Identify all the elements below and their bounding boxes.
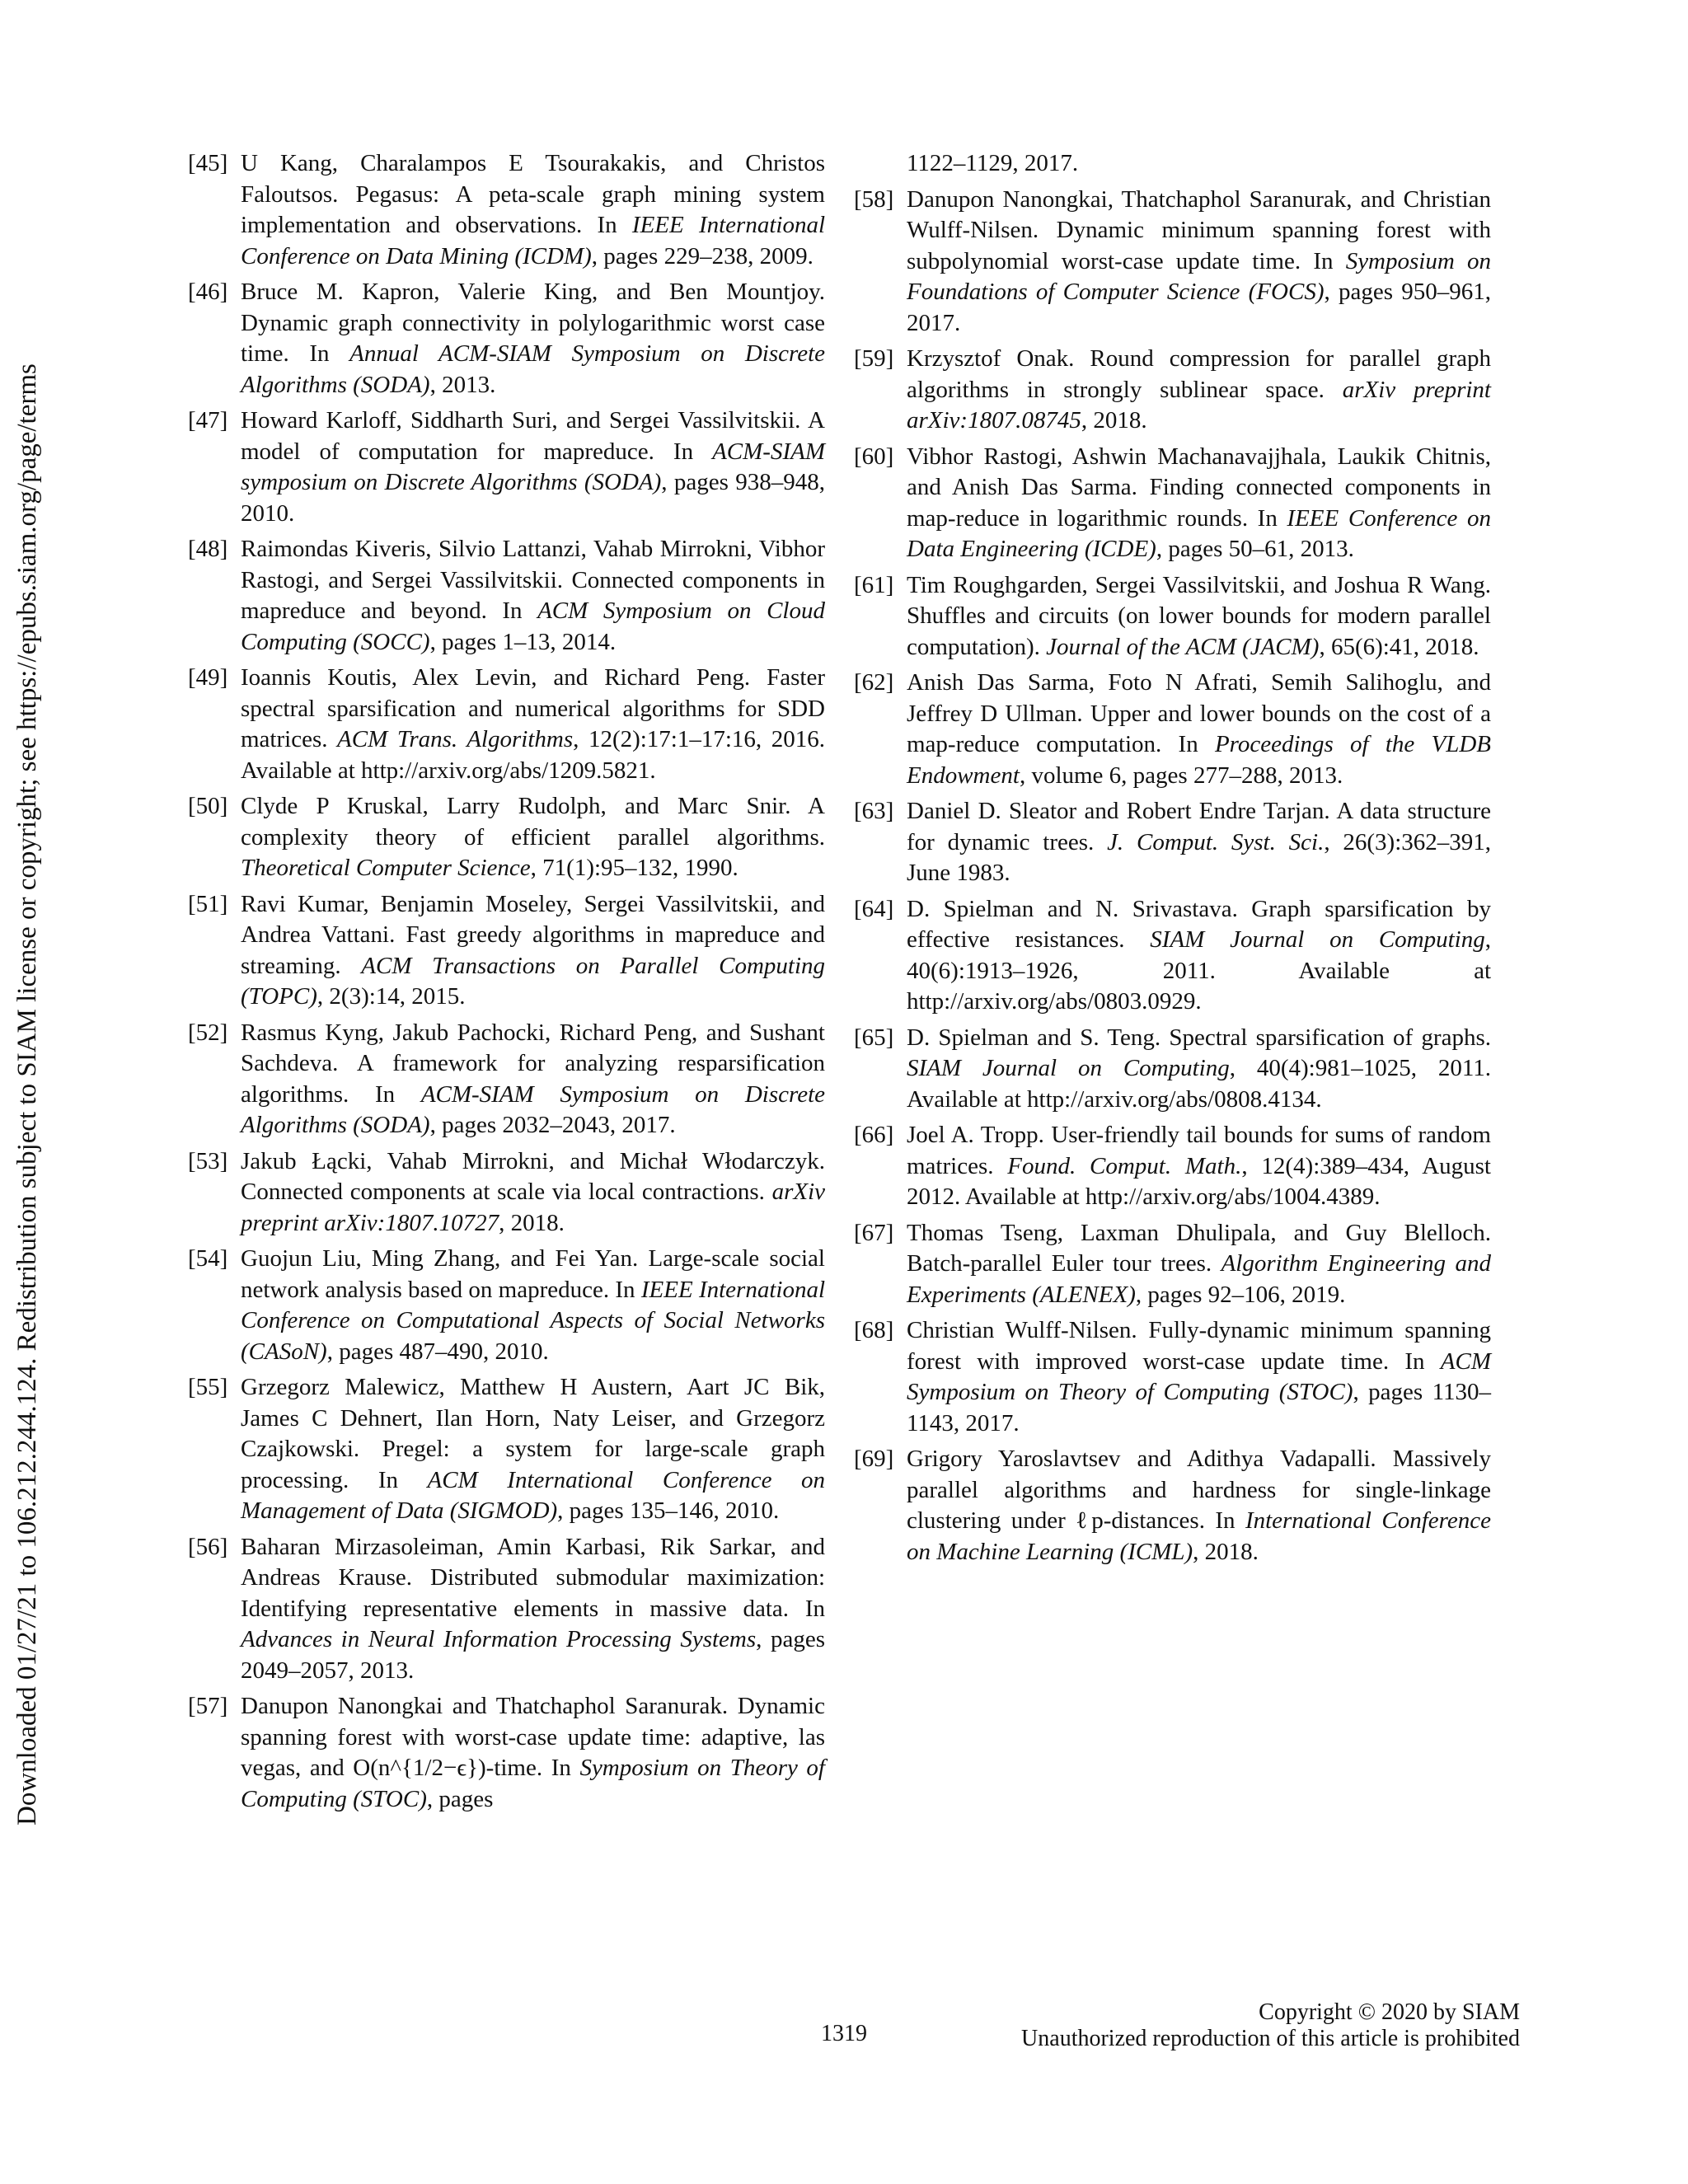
reference-number: [57] <box>188 1693 228 1719</box>
reference-details: , pages 938–948, 2010. <box>241 469 826 527</box>
reference-50 <box>188 791 825 884</box>
reference-authors-title: Vibhor Rastogi, Ashwin Machanavajjhala, Laukik Chitnis, and Anish Das Sarma. Finding connected components in map-reduce in logarithmic rounds. In <box>907 443 1491 532</box>
reference-number: [69] <box>854 1446 894 1472</box>
reference-number: [46] <box>188 279 228 305</box>
reference-venue: Found. Comput. Math. <box>1007 1152 1242 1179</box>
reference-number: [63] <box>854 798 894 824</box>
reference-59 <box>854 344 1491 437</box>
reference-64 <box>854 894 1491 1018</box>
reference-number: [50] <box>188 793 228 819</box>
reference-venue: J. Comput. Syst. Sci. <box>1107 828 1325 855</box>
reference-number: [61] <box>854 571 894 598</box>
reference-63 <box>854 796 1491 889</box>
reference-number: [65] <box>854 1024 894 1051</box>
reference-authors-title: Grigory Yaroslavtsev and Adithya Vadapalli. Massively parallel algorithms and hardness for single-linkage clustering under ℓp-distances. In <box>907 1446 1491 1534</box>
reference-details: , 12(2):17:1–17:16, 2016. Available at http://arxiv.org/abs/1209.5821. <box>241 726 825 784</box>
reference-venue: Journal of the ACM (JACM) <box>1046 633 1320 660</box>
reference-number: [48] <box>188 536 228 562</box>
reference-venue: Symposium on Theory of Computing (STOC) <box>241 1755 825 1812</box>
reference-number: [52] <box>188 1019 228 1046</box>
reference-authors-title: Ravi Kumar, Benjamin Moseley, Sergei Vassilvitskii, and Andrea Vattani. Fast greedy algorithms in mapreduce and streaming. <box>241 890 825 979</box>
reference-number: [53] <box>188 1147 228 1174</box>
reference-authors-title: Christian Wulff-Nilsen. Fully-dynamic minimum spanning forest with improved worst-case update time. In <box>907 1317 1491 1375</box>
reference-57-continuation: 1122–1129, 2017. <box>907 150 1079 176</box>
reference-venue: ACM-SIAM symposium on Discrete Algorithms (SODA) <box>241 438 825 495</box>
reference-52 <box>188 1018 825 1141</box>
reference-details: , 40(6):1913–1926, 2011. Available at http://arxiv.org/abs/0803.0929. <box>907 926 1491 1015</box>
reference-61 <box>854 570 1491 663</box>
reference-details: , 2018. <box>499 1209 565 1236</box>
reference-authors-title: Joel A. Tropp. User-friendly tail bounds for sums of random matrices. <box>907 1122 1491 1179</box>
reference-authors-title: U Kang, Charalampos E Tsourakakis, and Christos Faloutsos. Pegasus: A peta-scale graph mining system implementation and observations. In <box>241 150 825 238</box>
reference-details: , 40(4):981–1025, 2011. Available at http://arxiv.org/abs/0808.4134. <box>907 1055 1491 1113</box>
download-stamp: Downloaded 01/27/21 to 106.212.244.124. Redistribution subject to SIAM license or copyright; see https://epubs.siam.org/page/terms <box>12 363 42 1825</box>
reference-number: [54] <box>188 1245 228 1272</box>
copyright-footer <box>1021 1999 1520 2052</box>
reference-65 <box>854 1023 1491 1116</box>
reference-57 <box>188 1691 825 1815</box>
reference-venue: ACM Symposium on Theory of Computing (STOC) <box>907 1347 1491 1405</box>
reference-venue: arXiv preprint arXiv:1807.08745 <box>907 376 1491 434</box>
reference-58 <box>854 185 1491 340</box>
reference-venue: Annual ACM-SIAM Symposium on Discrete Algorithms (SODA) <box>241 340 826 398</box>
reference-details: , pages 50–61, 2013. <box>1156 536 1354 562</box>
reference-authors-title: Daniel D. Sleator and Robert Endre Tarjan. A data structure for dynamic trees. <box>907 798 1491 855</box>
reference-venue: IEEE Conference on Data Engineering (ICDE) <box>907 504 1492 562</box>
reference-authors-title: Anish Das Sarma, Foto N Afrati, Semih Salihoglu, and Jeffrey D Ullman. Upper and lower bounds on the cost of a map-reduce computation. In <box>907 669 1491 757</box>
reference-details: , 2018. <box>1193 1538 1259 1565</box>
reproduction-notice: Unauthorized reproduction of this article is prohibited <box>1021 2026 1520 2051</box>
reference-venue: International Conference on Machine Learning (ICML) <box>907 1507 1491 1565</box>
reference-details: , 2018. <box>1081 407 1147 434</box>
reference-venue: IEEE International Conference on Computational Aspects of Social Networks (CASoN) <box>241 1276 825 1365</box>
references-left-column <box>188 148 825 1820</box>
reference-55 <box>188 1372 825 1527</box>
reference-number: [56] <box>188 1533 228 1560</box>
reference-authors-title: Danupon Nanongkai, Thatchaphol Saranurak, and Christian Wulff-Nilsen. Dynamic minimum spanning forest with subpolynomial worst-case update time. In <box>907 185 1491 274</box>
reference-details: , 65(6):41, 2018. <box>1319 633 1479 660</box>
reference-number: [45] <box>188 150 228 176</box>
reference-authors-title: Raimondas Kiveris, Silvio Lattanzi, Vahab Mirrokni, Vibhor Rastogi, and Sergei Vassilvitskii. Connected components in mapreduce and beyond. In <box>241 536 825 624</box>
reference-venue: Algorithm Engineering and Experiments (ALENEX) <box>907 1250 1491 1308</box>
reference-46 <box>188 277 825 401</box>
reference-number: [60] <box>854 443 894 470</box>
reference-details: , pages 229–238, 2009. <box>591 242 814 269</box>
reference-venue: SIAM Journal on Computing <box>907 1055 1230 1081</box>
reference-number: [59] <box>854 345 894 372</box>
reference-number: [51] <box>188 890 228 917</box>
reference-number: [62] <box>854 669 894 696</box>
reference-authors-title: Ioannis Koutis, Alex Levin, and Richard Peng. Faster spectral sparsification and numerical algorithms for SDD matrices. <box>241 664 825 752</box>
reference-69 <box>854 1444 1491 1568</box>
reference-venue: arXiv preprint arXiv:1807.10727 <box>241 1179 825 1236</box>
reference-67 <box>854 1218 1491 1311</box>
reference-details: , 2013. <box>429 371 496 398</box>
reference-authors-title: D. Spielman and S. Teng. Spectral sparsification of graphs. <box>907 1024 1491 1051</box>
reference-56 <box>188 1532 825 1687</box>
reference-number: [49] <box>188 664 228 691</box>
reference-details: , pages <box>426 1785 494 1812</box>
reference-number: [66] <box>854 1122 894 1148</box>
reference-number: [47] <box>188 407 228 434</box>
reference-details: , 71(1):95–132, 1990. <box>530 855 738 881</box>
reference-authors-title: Clyde P Kruskal, Larry Rudolph, and Marc Snir. A complexity theory of efficient parallel algorithms. <box>241 793 825 851</box>
reference-venue: ACM-SIAM Symposium on Discrete Algorithms (SODA) <box>241 1080 826 1138</box>
reference-venue: Theoretical Computer Science <box>241 855 531 881</box>
reference-venue: ACM Symposium on Cloud Computing (SOCC) <box>241 598 825 655</box>
reference-66 <box>854 1120 1491 1213</box>
reference-authors-title: Rasmus Kyng, Jakub Pachocki, Richard Peng, and Sushant Sachdeva. A framework for analyzing resparsification algorithms. In <box>241 1019 825 1108</box>
reference-details: , volume 6, pages 277–288, 2013. <box>1019 762 1343 789</box>
reference-number: [68] <box>854 1317 894 1343</box>
reference-details: , pages 487–490, 2010. <box>326 1338 549 1365</box>
reference-62 <box>854 668 1491 791</box>
reference-48 <box>188 534 825 658</box>
reference-details: , pages 950–961, 2017. <box>907 279 1492 336</box>
reference-51 <box>188 889 825 1013</box>
reference-details: , pages 1–13, 2014. <box>429 628 617 655</box>
reference-number: [58] <box>854 185 894 213</box>
reference-authors-title: Grzegorz Malewicz, Matthew H Austern, Aart JC Bik, James C Dehnert, Ilan Horn, Naty Leiser, and Grzegorz Czajkowski. Pregel: a system for large-scale graph processing. In <box>241 1374 825 1493</box>
reference-authors-title: Guojun Liu, Ming Zhang, and Fei Yan. Large-scale social network analysis based on mapreduce. In <box>241 1245 825 1303</box>
reference-47 <box>188 405 825 529</box>
reference-53 <box>188 1146 825 1240</box>
references-right-column <box>854 148 1491 1572</box>
reference-45 <box>188 148 825 272</box>
reference-authors-title: Thomas Tseng, Laxman Dhulipala, and Guy Blelloch. Batch-parallel Euler tour trees. <box>907 1219 1491 1277</box>
reference-authors-title: Bruce M. Kapron, Valerie King, and Ben Mountjoy. Dynamic graph connectivity in polylogarithmic worst case time. In <box>241 279 825 367</box>
reference-details: , pages 92–106, 2019. <box>1135 1281 1346 1308</box>
reference-venue: ACM International Conference on Management of Data (SIGMOD) <box>241 1466 826 1524</box>
reference-authors-title: Jakub Łącki, Vahab Mirrokni, and Michał Włodarczyk. Connected components at scale via local contractions. <box>241 1147 825 1205</box>
reference-authors-title: Danupon Nanongkai and Thatchaphol Saranurak. Dynamic spanning forest with worst-case update time: adaptive, las vegas, and O(n^{1/2−ϵ})-time. In <box>241 1693 825 1781</box>
reference-60 <box>854 442 1491 565</box>
reference-venue: Advances in Neural Information Processing Systems <box>241 1626 757 1652</box>
reference-number: [55] <box>188 1374 228 1400</box>
reference-venue: ACM Transactions on Parallel Computing (TOPC) <box>241 952 825 1010</box>
reference-authors-title: Tim Roughgarden, Sergei Vassilvitskii, and Joshua R Wang. Shuffles and circuits (on lower bounds for modern parallel computation). <box>907 571 1491 660</box>
page-number: 1319 <box>821 2021 867 2046</box>
reference-venue: Proceedings of the VLDB Endowment <box>907 731 1491 789</box>
reference-authors-title: D. Spielman and N. Srivastava. Graph sparsification by effective resistances. <box>907 895 1491 953</box>
reference-details: , 26(3):362–391, June 1983. <box>907 828 1491 886</box>
reference-authors-title: Krzysztof Onak. Round compression for parallel graph algorithms in strongly sublinear space. <box>907 345 1491 403</box>
reference-49 <box>188 663 825 786</box>
reference-details: , 12(4):389–434, August 2012. Available at http://arxiv.org/abs/1004.4389. <box>907 1152 1491 1210</box>
reference-venue: Symposium on Foundations of Computer Science (FOCS) <box>907 247 1491 305</box>
reference-venue: SIAM Journal on Computing <box>1150 926 1485 953</box>
reference-number: [64] <box>854 895 894 922</box>
reference-number: [67] <box>854 1219 894 1246</box>
reference-details: , pages 2032–2043, 2017. <box>429 1112 676 1138</box>
reference-54 <box>188 1244 825 1367</box>
copyright-line: Copyright © 2020 by SIAM <box>1259 1999 1520 2025</box>
reference-venue: ACM Trans. Algorithms <box>337 726 574 752</box>
reference-venue: IEEE International Conference on Data Mining (ICDM) <box>241 212 826 269</box>
reference-authors-title: Howard Karloff, Siddharth Suri, and Sergei Vassilvitskii. A model of computation for mapreduce. In <box>241 407 825 465</box>
reference-details: , 2(3):14, 2015. <box>316 983 466 1010</box>
reference-authors-title: Baharan Mirzasoleiman, Amin Karbasi, Rik Sarkar, and Andreas Krause. Distributed submodular maximization: Identifying representative elements in massive data. In <box>241 1533 825 1622</box>
reference-details: , pages 1130–1143, 2017. <box>907 1379 1492 1436</box>
reference-68 <box>854 1315 1491 1439</box>
reference-details: , pages 135–146, 2010. <box>557 1497 780 1524</box>
reference-details: , pages 2049–2057, 2013. <box>241 1626 826 1684</box>
